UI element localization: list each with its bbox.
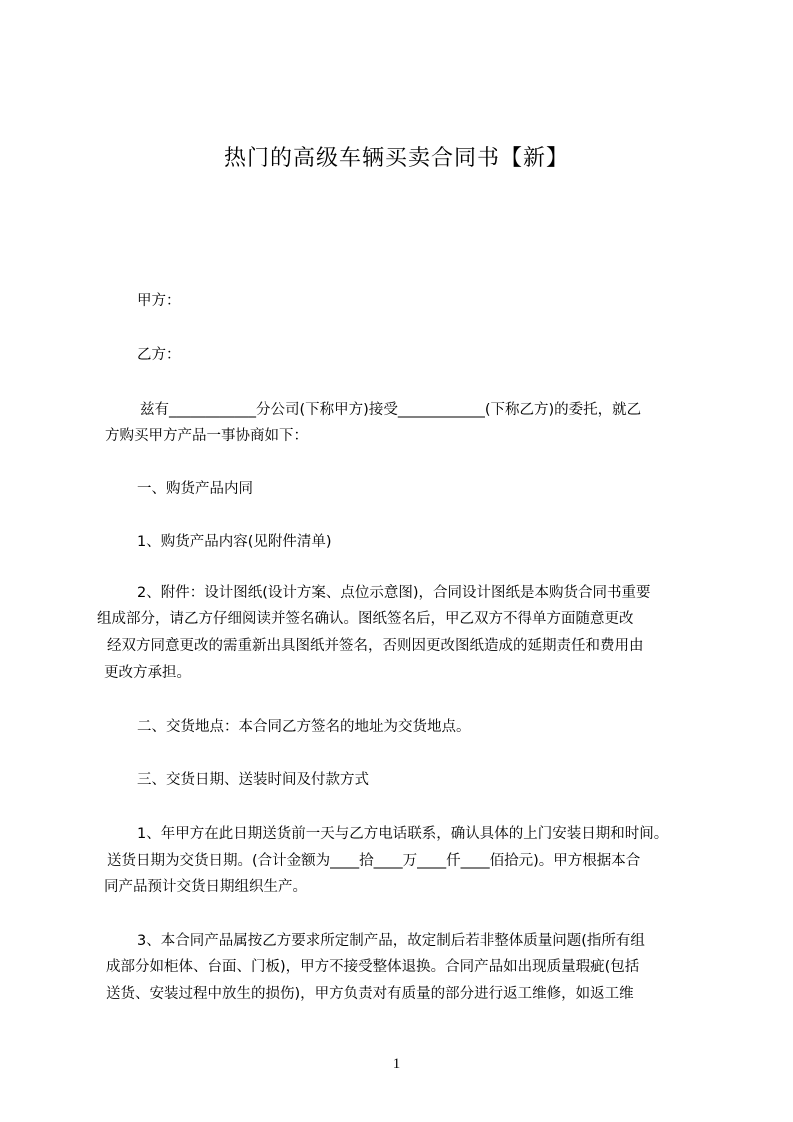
party-b-label: 乙方： [137, 347, 181, 363]
section-3-heading: 三、交货日期、送装时间及付款方式 [137, 772, 369, 788]
section-1-heading: 一、购货产品内同 [137, 481, 253, 497]
intro-line-2: 方购买甲方产品一事协商如下： [105, 428, 308, 444]
section-1-item-2-line-2: 组成部分，请乙方仔细阅读并签名确认。图纸签名后，甲乙双方不得单方面随意更改 [97, 611, 634, 627]
section-3-item-3-line-1: 3、本合同产品属按乙方要求所定制产品，故定制后若非整体质量问题(指所有组 [137, 933, 645, 949]
section-3-item-1-line-1: 1、年甲方在此日期送货前一天与乙方电话联系，确认具体的上门安装日期和时间。 [137, 826, 669, 842]
section-3-item-3-line-2: 成部分如柜体、台面、门板)，甲方不接受整体退换。合同产品如出现质量瑕疵(包括 [106, 959, 640, 975]
section-1-item-1: 1、购货产品内容(见附件清单) [137, 534, 332, 550]
page-number: 1 [392, 1056, 401, 1072]
section-2-heading: 二、交货地点：本合同乙方签名的地址为交货地点。 [137, 719, 471, 735]
section-1-item-2-line-1: 2、附件：设计图纸(设计方案、点位示意图)，合同设计图纸是本购货合同书重要 [137, 585, 651, 601]
section-3-item-1-line-3: 同产品预计交货日期组织生产。 [104, 879, 307, 895]
section-3-item-1-line-2: 送货日期为交货日期。(合计金额为____拾____万____仟____佰拾元)。甲方根据本合 [107, 853, 641, 869]
party-a-label: 甲方： [137, 293, 181, 309]
intro-line-1: 兹有____________分公司(下称甲方)接受____________(下称乙方)的委托，就乙 [140, 402, 642, 418]
section-3-item-3-line-3: 送货、安装过程中放生的损伤)，甲方负责对有质量的部分进行返工维修，如返工维 [106, 986, 634, 1002]
section-1-item-2-line-4: 更改方承担。 [104, 665, 191, 681]
section-1-item-2-line-3: 经双方同意更改的需重新出具图纸并签名，否则因更改图纸造成的延期责任和费用由 [107, 638, 644, 654]
document-title: 热门的高级车辆买卖合同书【新】 [223, 146, 569, 171]
